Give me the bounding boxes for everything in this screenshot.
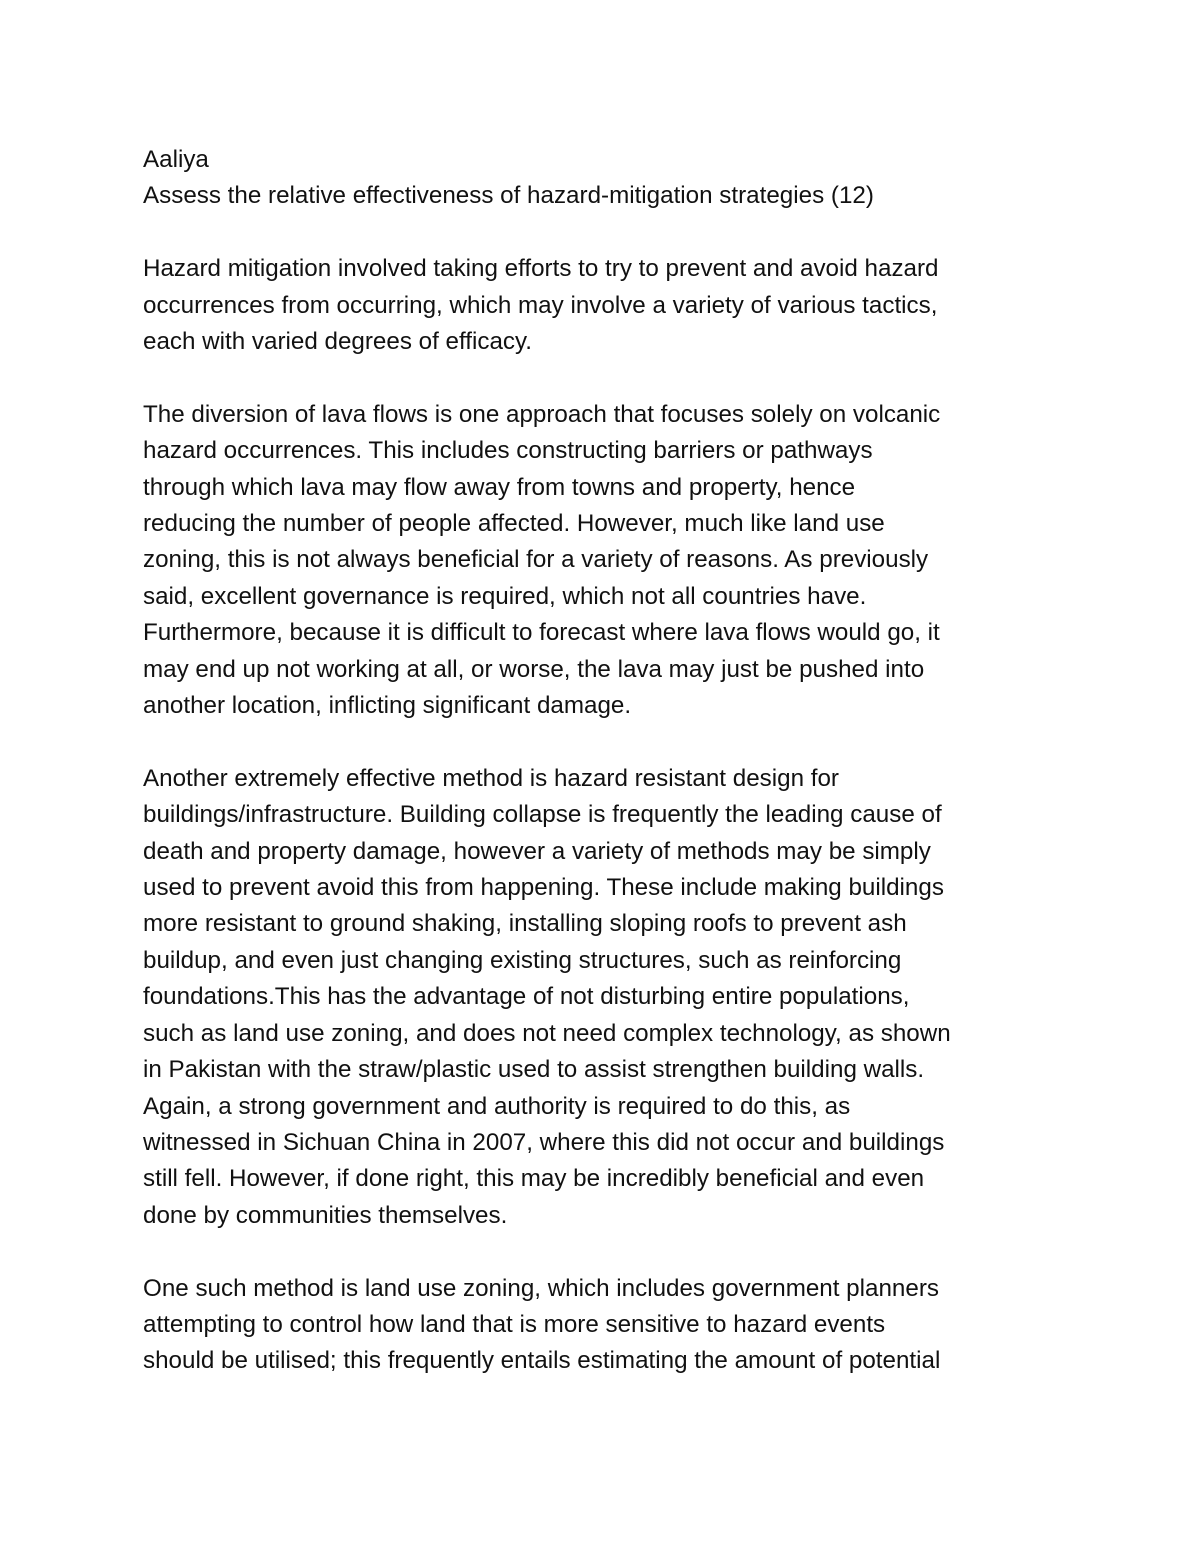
text-line: Again, a strong government and authority is required to do this, as <box>143 1092 851 1120</box>
text-line: Another extremely effective method is hazard resistant design for <box>143 764 839 792</box>
text-line: another location, inflicting significant damage. <box>143 692 632 720</box>
paragraph-gap <box>143 1234 1073 1270</box>
paragraph-land-use-zoning <box>143 1271 1073 1380</box>
text-line: used to prevent avoid this from happening. These include making buildings <box>143 874 944 902</box>
paragraph-lava-diversion <box>143 397 1073 725</box>
paragraph-gap <box>143 215 1073 251</box>
text-line: hazard occurrences. This includes constructing barriers or pathways <box>143 437 873 465</box>
text-line: may end up not working at all, or worse, the lava may just be pushed into <box>143 655 925 683</box>
paragraph-gap <box>143 724 1073 760</box>
paragraph-intro <box>143 251 1073 360</box>
text-line: witnessed in Sichuan China in 2007, where this did not occur and buildings <box>143 1128 945 1156</box>
text-line: attempting to control how land that is more sensitive to hazard events <box>143 1310 886 1338</box>
text-line: still fell. However, if done right, this may be incredibly beneficial and even <box>143 1165 925 1193</box>
text-line: each with varied degrees of efficacy. <box>143 328 533 356</box>
text-line: zoning, this is not always beneficial for a variety of reasons. As previously <box>143 546 929 574</box>
text-line: in Pakistan with the straw/plastic used to assist strengthen building walls. <box>143 1056 925 1084</box>
text-line: death and property damage, however a variety of methods may be simply <box>143 837 931 865</box>
text-line: foundations.This has the advantage of not disturbing entire populations, <box>143 983 910 1011</box>
text-line: Hazard mitigation involved taking efforts to try to prevent and avoid hazard <box>143 255 939 283</box>
paragraph-gap <box>143 360 1073 396</box>
text-line: more resistant to ground shaking, installing sloping roofs to prevent ash <box>143 910 907 938</box>
text-line: said, excellent governance is required, which not all countries have. <box>143 582 867 610</box>
text-line: One such method is land use zoning, which includes government planners <box>143 1274 939 1302</box>
text-line: Furthermore, because it is difficult to forecast where lava flows would go, it <box>143 619 940 647</box>
text-line: occurrences from occurring, which may involve a variety of various tactics, <box>143 291 938 319</box>
author-name: Aaliya <box>143 146 209 173</box>
text-line: buildings/infrastructure. Building collapse is frequently the leading cause of <box>143 801 942 829</box>
text-line: should be utilised; this frequently entails estimating the amount of potential <box>143 1347 941 1375</box>
text-line: reducing the number of people affected. However, much like land use <box>143 510 885 538</box>
text-line: through which lava may flow away from towns and property, hence <box>143 473 856 501</box>
text-line: buildup, and even just changing existing structures, such as reinforcing <box>143 946 902 974</box>
paragraph-resistant-design <box>143 761 1073 1234</box>
essay-title: Assess the relative effectiveness of hazard-mitigation strategies (12) <box>143 182 874 210</box>
text-line: done by communities themselves. <box>143 1201 508 1229</box>
document-body <box>143 142 1073 1380</box>
text-line: The diversion of lava flows is one approach that focuses solely on volcanic <box>143 400 941 428</box>
text-line: such as land use zoning, and does not need complex technology, as shown <box>143 1019 951 1047</box>
